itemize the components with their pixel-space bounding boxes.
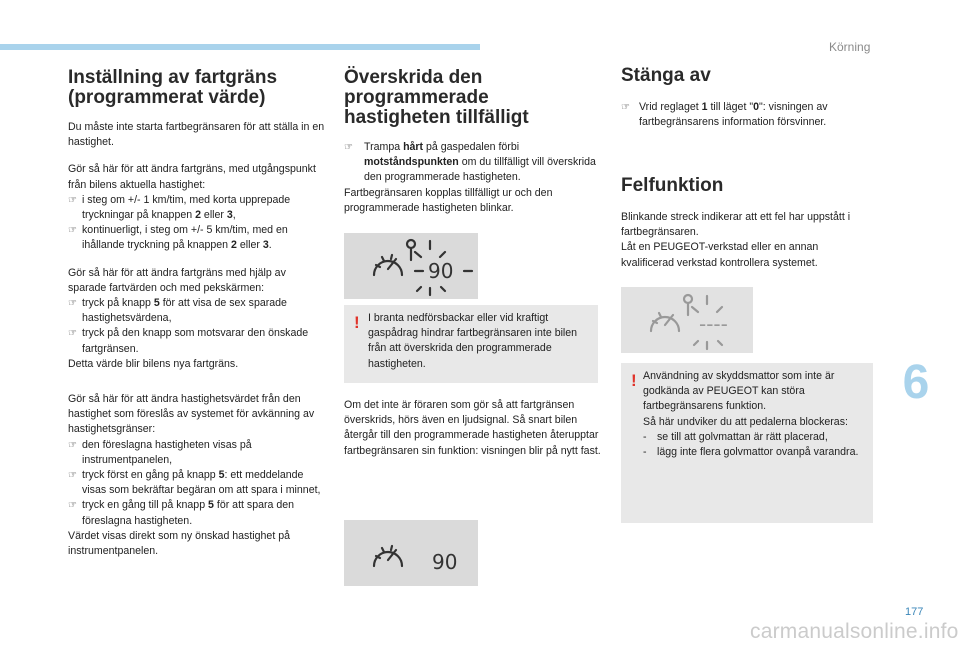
pointer-bullet-icon: ☞ <box>68 500 77 512</box>
speed-value: 90 <box>432 550 458 574</box>
list-item: ☞ tryck på den knapp som motsvarar den önskade fartgränsen. <box>68 327 309 355</box>
section-heading: Överskrida den programmerade hastigheten tillfälligt <box>344 67 529 128</box>
dashes-value: ---- <box>699 312 728 336</box>
paragraph: Gör så här för att ändra hastighetsvärdet från den hastighet som föreslås av systemet för avkänning av hastighetsgränser: <box>68 393 315 436</box>
paragraph: Värdet visas direkt som ny önskad hastighet på instrumentpanelen. <box>68 529 290 558</box>
paragraph: Gör så här för att ändra fartgräns, med utgångspunkt från bilens aktuella hastighet: <box>68 163 316 191</box>
pointer-bullet-icon: ☞ <box>68 439 77 451</box>
list-item: ☞ tryck först en gång på knapp 5: ett meddelande visas som bekräftar begäran om att spara i minnet, <box>68 469 321 497</box>
list-item: ☞ Vrid reglaget 1 till läget "0": visningen av fartbegränsarens information försvinner. <box>621 101 828 129</box>
limiter-display-blinking <box>344 233 478 299</box>
list-item: ☞ kontinuerligt, i steg om +/- 5 km/tim, med en ihållande tryckning på knappen 2 eller 3. <box>68 224 288 252</box>
speedometer-icon <box>344 233 478 299</box>
speed-value: 90 <box>428 259 454 283</box>
paragraph: Fartbegränsaren kopplas tillfälligt ur och den programmerade hastigheten blinkar. <box>344 186 553 214</box>
list-item: ☞ i steg om +/- 1 km/tim, med korta upprepade tryckningar på knappen 2 eller 3, <box>68 193 291 222</box>
pointer-bullet-icon: ☞ <box>621 102 630 113</box>
pointer-bullet-icon: ☞ <box>68 298 77 310</box>
section-heading: Stänga av <box>621 65 711 86</box>
paragraph-block <box>344 398 602 459</box>
chapter-number: 6 <box>902 356 930 409</box>
header-accent-bar <box>0 44 480 50</box>
page-number: 177 <box>905 606 924 618</box>
paragraph: Du måste inte starta fartbegränsaren för att ställa in en hastighet. <box>68 121 325 149</box>
list-item: ☞ den föreslagna hastigheten visas på instrumentpanelen, <box>68 438 252 466</box>
warning-box <box>621 363 873 523</box>
paragraph: Låt en PEUGEOT-verkstad eller en annan kvalificerad verkstad kontrollera systemet. <box>621 241 819 269</box>
pointer-bullet-icon: ☞ <box>344 142 353 153</box>
pointer-bullet-icon: ☞ <box>68 328 77 340</box>
section-heading: Felfunktion <box>621 175 724 196</box>
column-malfunction <box>621 176 873 271</box>
list-item: ☞ tryck en gång till på knapp 5 för att spara den föreslagna hastigheten. <box>68 499 295 527</box>
speedometer-icon <box>621 287 753 353</box>
column-speed-limit-setting <box>68 68 326 559</box>
section-heading <box>68 68 326 108</box>
paragraph: Gör så här för att ändra fartgräns med hjälp av sparade fartvärden och med pekskärmen: <box>68 266 286 294</box>
list-item: ☞ tryck på knapp 5 för att visa de sex sparade hastighetsvärdena, <box>68 297 287 325</box>
limiter-display-fault <box>621 287 753 353</box>
warning-list-item: - lägg inte flera golvmattor ovanpå varandra. <box>643 446 859 459</box>
warning-text: I branta nedförsbackar eller vid kraftigt gaspådrag hindrar fartbegränsaren inte bilen från att överskrida den programmerade hastigheten. <box>368 312 578 370</box>
paragraph: Detta värde blir bilens nya fartgräns. <box>68 357 239 370</box>
list-item: ☞ Trampa hårt på gaspedalen förbi motståndspunkten om du tillfälligt vill överskrida den programmerade hastigheten. <box>344 141 596 184</box>
warning-text: Så här undviker du att pedalerna blockeras: <box>643 415 848 428</box>
pointer-bullet-icon: ☞ <box>68 225 77 237</box>
speedometer-icon <box>344 520 478 586</box>
section-title: Körning <box>829 40 871 54</box>
heading-line: Inställning av fartgräns <box>68 67 278 88</box>
column-switch-off <box>621 66 873 130</box>
pointer-bullet-icon: ☞ <box>68 470 77 482</box>
limiter-display-steady <box>344 520 478 586</box>
warning-list-item: - se till att golvmattan är rätt placerad, <box>643 430 828 443</box>
pointer-bullet-icon: ☞ <box>68 194 77 206</box>
watermark: carmanualsonline.info <box>750 620 959 643</box>
exclamation-icon: ! <box>354 313 360 332</box>
heading-line: (programmerat värde) <box>68 87 266 108</box>
paragraph: Blinkande streck indikerar att ett fel har uppstått i fartbegränsaren. <box>621 211 851 239</box>
warning-box <box>344 305 598 383</box>
warning-text: Användning av skyddsmattor som inte är godkända av PEUGEOT kan störa fartbegränsarens funktion. <box>643 370 835 413</box>
exclamation-icon: ! <box>631 371 637 390</box>
column-temporary-override <box>344 68 602 216</box>
paragraph: Om det inte är föraren som gör så att fartgränsen överskrids, hörs även en ljudsignal. Så snart bilen återgår till den programmerade hastigheten återupptar fartbegränsaren sin funktion: visningen blir på nytt fast. <box>344 399 601 457</box>
